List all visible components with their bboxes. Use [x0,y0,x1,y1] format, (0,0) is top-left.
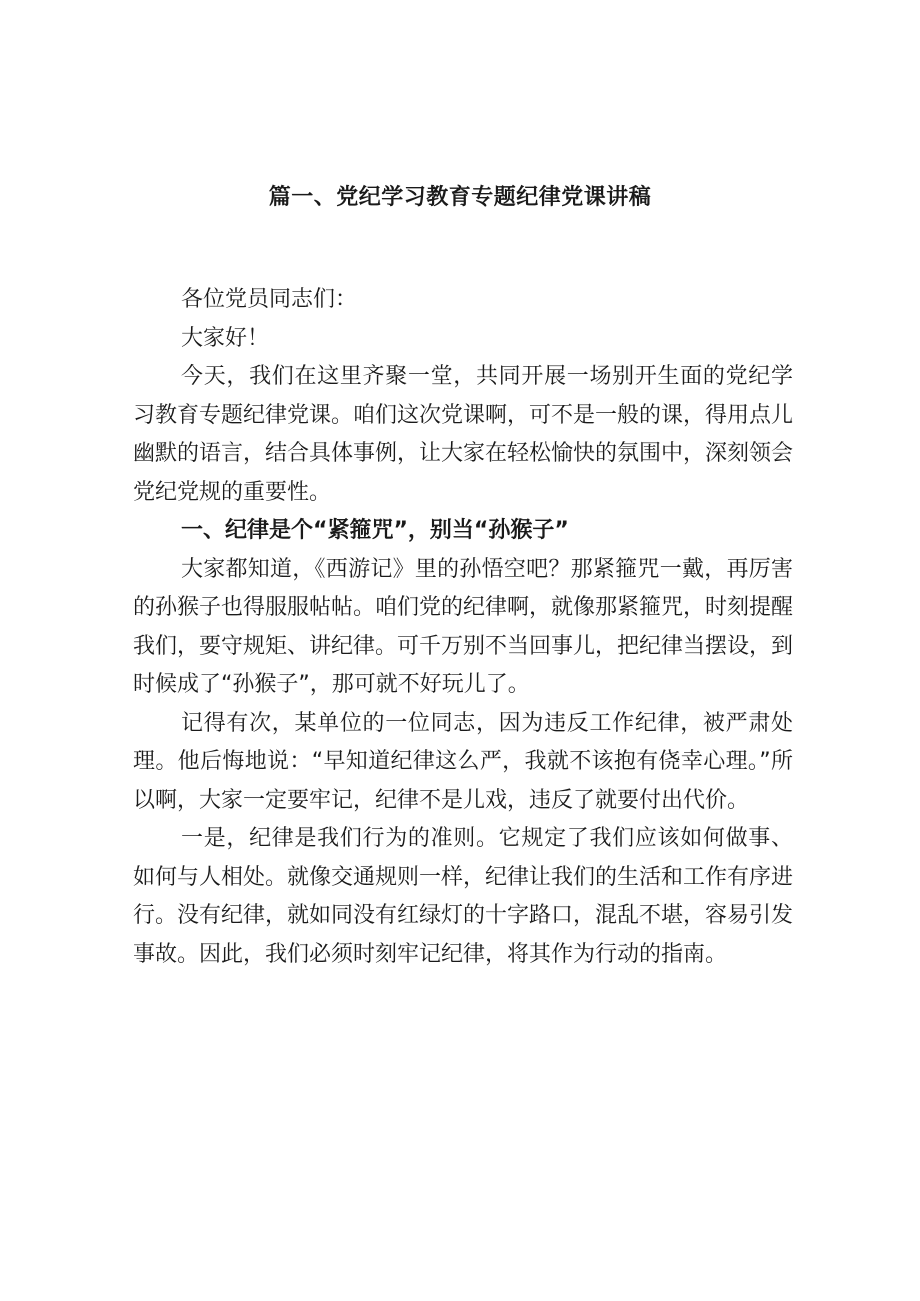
section-heading-1: 一、纪律是个“紧箍咒”，别当“孙猴子” [181,518,569,543]
document-title: 篇一、党纪学习教育专题纪律党课讲稿 [268,185,652,210]
greeting: 大家好！ [181,325,270,351]
section1-paragraph-1: 大家都知道，《西游记》里的孙悟空吧？那紧箍咒一戴，再厉害的孙猴子也得服服帖帖。咱们党的纪律啊，就像那紧箍咒，时刻提醒我们，要守规矩、讲纪律。可千万别不当回事儿，把纪律当摆设，到时候成了“孙猴子”，那可就不好玩儿了。 [133,556,794,697]
section1-paragraph-3: 一是，纪律是我们行为的准则。它规定了我们应该如何做事、如何与人相处。就像交通规则一样，纪律让我们的生活和工作有序进行。没有纪律，就如同没有红绿灯的十字路口，混乱不堪，容易引发事故。因此，我们必须时刻牢记纪律，将其作为行动的指南。 [133,826,794,967]
section1-paragraph-2: 记得有次，某单位的一位同志，因为违反工作纪律，被严肃处理。他后悔地说：“早知道纪律这么严，我就不该抱有侥幸心理。”所以啊，大家一定要牢记，纪律不是儿戏，违反了就要付出代价。 [133,710,793,813]
intro-paragraph: 今天，我们在这里齐聚一堂，共同开展一场别开生面的党纪学习教育专题纪律党课。咱们这次党课啊，可不是一般的课，得用点儿幽默的语言，结合具体事例，让大家在轻松愉快的氛围中，深刻领会党纪党规的重要性。 [133,364,794,505]
document-body [133,281,793,974]
salutation: 各位党员同志们： [181,287,358,312]
